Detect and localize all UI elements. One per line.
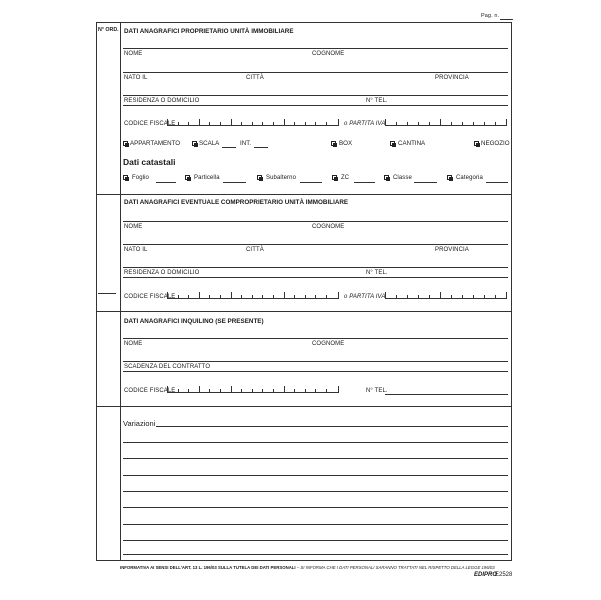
variations-line-6[interactable] [123, 507, 508, 508]
owner-tel-label: N° TEL. [366, 98, 388, 104]
privacy-notice [120, 565, 495, 570]
int-label: INT. [240, 140, 251, 147]
page-number-label: Pag. n. [481, 13, 500, 19]
co-owner-nato-il-label: NATO IL [124, 247, 148, 253]
owner-birth-line[interactable] [123, 95, 508, 96]
option-scala-checkbox[interactable] [192, 141, 197, 146]
variations-line-2[interactable] [123, 442, 508, 443]
co-owner-partita-iva-boxes[interactable] [385, 292, 507, 299]
option-box-label: BOX [339, 140, 353, 147]
tenant-section-title: DATI ANAGRAFICI INQUILINO (SE PRESENTE) [124, 318, 264, 325]
option-negozio-checkbox[interactable] [474, 141, 479, 146]
co-owner-name-line[interactable] [123, 244, 508, 245]
co-owner-nome-label: NOME [124, 224, 143, 230]
subalterno-checkbox[interactable] [257, 175, 262, 180]
co-owner-section-title: DATI ANAGRAFICI EVENTUALE COMPROPRIETARIO UNITÀ IMMOBILIARE [124, 199, 349, 206]
co-owner-birth-line[interactable] [123, 267, 508, 268]
co-owner-residenza-label: RESIDENZA O DOMICILIO [124, 270, 200, 276]
tenant-nome-label: NOME [124, 341, 143, 347]
classe-checkbox[interactable] [384, 175, 389, 180]
tenant-cognome-label: COGNOME [312, 341, 345, 347]
tenant-codice-fiscale-boxes[interactable] [167, 386, 339, 393]
variations-line-8[interactable] [123, 540, 508, 541]
co-owner-citta-label: CITTÀ [246, 247, 264, 253]
order-number-field[interactable] [98, 293, 116, 294]
classe-label: Classe [393, 175, 412, 181]
variations-line-1[interactable] [156, 426, 508, 427]
tenant-tel-field[interactable] [385, 394, 508, 395]
owner-citta-label: CITTÀ [246, 75, 264, 81]
variations-label: Variazioni [123, 419, 156, 428]
owner-section-title: DATI ANAGRAFICI PROPRIETARIO UNITÀ IMMOBILIARE [124, 28, 294, 35]
owner-codice-fiscale-label: CODICE FISCALE [124, 121, 176, 127]
option-scala-label: SCALA [199, 140, 220, 147]
co-owner-top-line [123, 221, 508, 222]
owner-residence-line[interactable] [123, 105, 508, 106]
tenant-codice-fiscale-label: CODICE FISCALE [124, 388, 176, 394]
subalterno-field[interactable] [300, 182, 322, 183]
variations-line-9[interactable] [123, 554, 508, 555]
tenant-top-line [123, 338, 508, 339]
zc-field[interactable] [354, 182, 375, 183]
foglio-label: Foglio [132, 175, 149, 181]
option-negozio-label: NEGOZIO [481, 140, 510, 147]
co-owner-partita-iva-label: o PARTITA IVA [344, 294, 386, 300]
page-number-field[interactable] [500, 19, 513, 20]
owner-partita-iva-boxes[interactable] [385, 119, 507, 126]
co-owner-tel-label: N° TEL. [366, 270, 388, 276]
form-code: E2528 [495, 572, 513, 578]
variations-line-4[interactable] [123, 475, 508, 476]
variations-line-7[interactable] [123, 524, 508, 525]
tenant-scadenza-label: SCADENZA DEL CONTRATTO [124, 364, 211, 370]
owner-codice-fiscale-boxes[interactable] [167, 119, 339, 126]
option-appartamento-checkbox[interactable] [123, 141, 128, 146]
classe-field[interactable] [414, 182, 437, 183]
option-box-checkbox[interactable] [331, 141, 336, 146]
particella-checkbox[interactable] [185, 175, 190, 180]
int-field[interactable] [254, 147, 268, 148]
categoria-label: Categoria [456, 175, 483, 181]
order-column-divider [120, 22, 121, 561]
co-owner-residence-line[interactable] [123, 277, 508, 278]
owner-nome-label: NOME [124, 51, 143, 57]
foglio-checkbox[interactable] [123, 175, 128, 180]
option-appartamento-label: APPARTAMENTO [130, 140, 181, 147]
tenant-contract-line[interactable] [123, 371, 508, 372]
brand-logo: EDIPRO [474, 572, 498, 578]
categoria-field[interactable] [486, 182, 508, 183]
foglio-field[interactable] [156, 182, 176, 183]
order-number-header: N° ORD. [98, 27, 119, 33]
cadastral-title: Dati catastali [123, 157, 176, 167]
section-divider-3 [96, 406, 512, 407]
scala-field[interactable] [222, 147, 236, 148]
owner-partita-iva-label: o PARTITA IVA [344, 121, 386, 127]
zc-checkbox[interactable] [332, 175, 337, 180]
owner-provincia-label: PROVINCIA [435, 75, 469, 81]
tenant-name-line[interactable] [123, 361, 508, 362]
tenant-tel-label: N° TEL. [366, 388, 388, 394]
option-cantina-checkbox[interactable] [390, 141, 395, 146]
owner-residenza-label: RESIDENZA O DOMICILIO [124, 98, 200, 104]
categoria-checkbox[interactable] [447, 175, 452, 180]
co-owner-codice-fiscale-label: CODICE FISCALE [124, 294, 176, 300]
co-owner-provincia-label: PROVINCIA [435, 247, 469, 253]
particella-field[interactable] [223, 182, 246, 183]
subalterno-label: Subalterno [266, 175, 297, 181]
owner-nato-il-label: NATO IL [124, 75, 148, 81]
variations-line-5[interactable] [123, 491, 508, 492]
section-divider-1 [96, 194, 512, 195]
privacy-notice-italic: – SI INFORMA CHE I DATI PERSONALI SARANNO TRATTATI NEL RISPETTO DELLA LEGGE 196/03 [295, 565, 495, 570]
owner-cognome-label: COGNOME [312, 51, 345, 57]
owner-top-line [123, 48, 508, 49]
privacy-notice-bold: INFORMATIVA AI SENSI DELL'ART. 13 L. 196/03 SULLA TUTELA DEI DATI PERSONALI [120, 565, 296, 570]
co-owner-codice-fiscale-boxes[interactable] [167, 292, 339, 299]
option-cantina-label: CANTINA [398, 140, 426, 147]
particella-label: Particella [194, 175, 220, 181]
zc-label: ZC [341, 175, 350, 181]
co-owner-cognome-label: COGNOME [312, 224, 345, 230]
owner-name-line[interactable] [123, 72, 508, 73]
section-divider-2 [96, 311, 512, 312]
variations-line-3[interactable] [123, 458, 508, 459]
